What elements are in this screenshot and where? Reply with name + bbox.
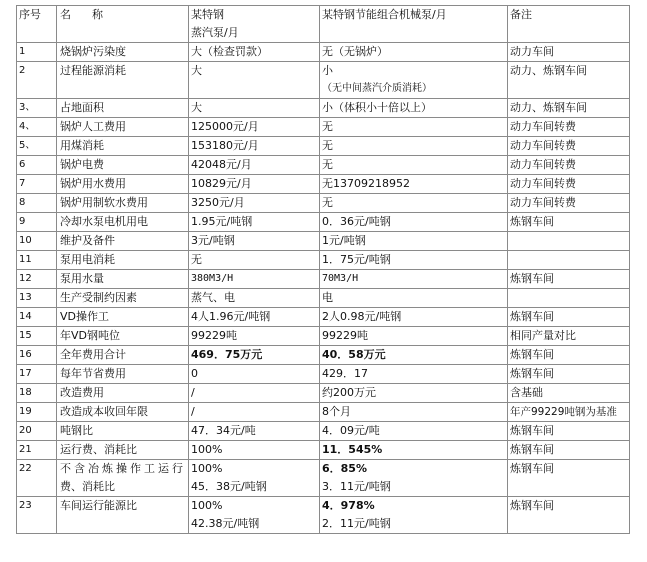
table-row [17,270,630,289]
row-old [189,460,320,497]
row-note: 动力车间转费 [508,175,630,194]
header-row [17,6,630,43]
row-old: 大 [189,99,320,118]
header-old-line2: 蒸汽泵/月 [191,26,239,39]
row-seq: 19 [17,403,57,422]
row-old: 大 [189,62,320,99]
header-seq: 序号 [17,6,57,43]
row-new: 电 [320,289,508,308]
table-row [17,441,630,460]
row-note: 相同产量对比 [508,327,630,346]
row-old: / [189,384,320,403]
row-new-line2: （无中间蒸汽介质消耗） [322,83,432,94]
table-row [17,118,630,137]
table-row [17,62,630,99]
row-name: 每年节省费用 [57,365,189,384]
row-note: 年产99229吨钢为基准 [508,403,630,422]
row-new: 无（无锅炉） [320,43,508,62]
table-row [17,251,630,270]
row-name: 锅炉用制软水费用 [57,194,189,213]
row-name [57,460,189,497]
row-name: 维护及备件 [57,232,189,251]
row-name: 锅炉电费 [57,156,189,175]
row-name: 吨钢比 [57,422,189,441]
table-row [17,327,630,346]
row-new: 小（体积小十倍以上） [320,99,508,118]
row-new: 11．545% [320,441,508,460]
row-seq: 20 [17,422,57,441]
table-row [17,289,630,308]
row-new: 8个月 [320,403,508,422]
header-name-text: 名 称 [60,8,103,21]
table-row [17,308,630,327]
row-name: 烧锅炉污染度 [57,43,189,62]
row-note: 炼钢车间 [508,346,630,365]
row-seq: 4、 [17,118,57,137]
row-old-line2: 42.38元/吨钢 [191,517,260,530]
header-old [189,6,320,43]
header-name [57,6,189,43]
row-new-line1: 小 [322,64,333,77]
table-row [17,460,630,497]
row-new [320,62,508,99]
table-row [17,403,630,422]
row-old: 469．75万元 [189,346,320,365]
row-seq: 8 [17,194,57,213]
row-note: 炼钢车间 [508,441,630,460]
header-old-line1: 某特钢 [191,8,224,21]
row-new [320,460,508,497]
row-new: 无13709218952 [320,175,508,194]
header-note: 备注 [508,6,630,43]
row-name: 改造费用 [57,384,189,403]
row-new: 约200万元 [320,384,508,403]
row-new: 无 [320,118,508,137]
table-row [17,422,630,441]
row-old: 153180元/月 [189,137,320,156]
row-name: 用煤消耗 [57,137,189,156]
row-new: 无 [320,137,508,156]
row-note: 动力车间 [508,43,630,62]
row-new: 429．17 [320,365,508,384]
row-note: 动力车间转费 [508,156,630,175]
row-old: 125000元/月 [189,118,320,137]
row-new-line1: 6．85% [322,462,367,475]
row-name: 锅炉人工费用 [57,118,189,137]
table-row [17,99,630,118]
row-old: 蒸气、电 [189,289,320,308]
row-new [320,497,508,534]
table-row [17,156,630,175]
row-old: 大（检查罚款） [189,43,320,62]
row-new: 无 [320,194,508,213]
row-note: 炼钢车间 [508,365,630,384]
row-new: 无 [320,156,508,175]
row-old: 3元/吨钢 [189,232,320,251]
table-row [17,497,630,534]
row-new: 99229吨 [320,327,508,346]
row-name: 全年费用合计 [57,346,189,365]
row-seq: 21 [17,441,57,460]
row-old: 3250元/月 [189,194,320,213]
comparison-table-wrapper [16,5,630,534]
row-note: 炼钢车间 [508,270,630,289]
row-note: 炼钢车间 [508,213,630,232]
row-note: 动力车间转费 [508,137,630,156]
row-seq: 18 [17,384,57,403]
row-seq: 2 [17,62,57,99]
row-note [508,232,630,251]
table-row [17,43,630,62]
row-name: 冷却水泵电机用电 [57,213,189,232]
row-name: 过程能源消耗 [57,62,189,99]
row-note: 炼钢车间 [508,497,630,534]
row-new: 4．09元/吨 [320,422,508,441]
row-name: 生产受制约因素 [57,289,189,308]
row-old: 无 [189,251,320,270]
row-seq: 5、 [17,137,57,156]
row-old-line2: 45．38元/吨钢 [191,480,267,493]
row-seq: 9 [17,213,57,232]
row-old: 1.95元/吨钢 [189,213,320,232]
row-seq: 22 [17,460,57,497]
row-name: 年VD钢吨位 [57,327,189,346]
row-old: 0 [189,365,320,384]
row-old: 380M3/H [189,270,320,289]
row-new: 40．58万元 [320,346,508,365]
row-old: 4人1.96元/吨钢 [189,308,320,327]
row-new: 2人0.98元/吨钢 [320,308,508,327]
row-seq: 11 [17,251,57,270]
table-row [17,137,630,156]
row-new: 1．75元/吨钢 [320,251,508,270]
table-row [17,384,630,403]
row-name: 运行费、消耗比 [57,441,189,460]
row-new: 1元/吨钢 [320,232,508,251]
row-seq: 12 [17,270,57,289]
row-name-line2: 费、消耗比 [60,480,115,493]
row-note: 炼钢车间 [508,422,630,441]
row-seq: 6 [17,156,57,175]
row-name: 改造成本收回年限 [57,403,189,422]
row-note: 含基础 [508,384,630,403]
table-row [17,232,630,251]
row-seq: 13 [17,289,57,308]
row-new-line2: 2．11元/吨钢 [322,517,391,530]
header-new: 某特钢节能组合机械泵/月 [320,6,508,43]
row-name: 锅炉用水费用 [57,175,189,194]
row-old: 47．34元/吨 [189,422,320,441]
row-old [189,497,320,534]
row-new-line2: 3．11元/吨钢 [322,480,391,493]
row-old-line1: 100% [191,462,223,475]
row-note: 动力车间转费 [508,194,630,213]
table-row [17,175,630,194]
table-row [17,194,630,213]
row-name: 车间运行能源比 [57,497,189,534]
row-note: 炼钢车间 [508,460,630,497]
table-row [17,213,630,232]
row-name: 占地面积 [57,99,189,118]
row-new: 0．36元/吨钢 [320,213,508,232]
row-note [508,289,630,308]
row-name: 泵用水量 [57,270,189,289]
row-seq: 7 [17,175,57,194]
row-seq: 15 [17,327,57,346]
row-seq: 10 [17,232,57,251]
row-seq: 17 [17,365,57,384]
row-seq: 23 [17,497,57,534]
row-seq: 1 [17,43,57,62]
row-note: 动力、炼钢车间 [508,62,630,99]
row-old-line1: 100% [191,499,223,512]
row-name: VD操作工 [57,308,189,327]
row-note: 炼钢车间 [508,308,630,327]
row-seq: 14 [17,308,57,327]
row-name-line1: 不含冶炼操作工运行 [60,462,186,475]
row-old: 10829元/月 [189,175,320,194]
comparison-table [16,5,630,534]
row-old: 99229吨 [189,327,320,346]
row-new: 70M3/H [320,270,508,289]
row-note: 动力车间转费 [508,118,630,137]
row-name: 泵用电消耗 [57,251,189,270]
row-old: 42048元/月 [189,156,320,175]
row-new-line1: 4．978% [322,499,375,512]
table-row [17,346,630,365]
table-row [17,365,630,384]
row-seq: 16 [17,346,57,365]
row-old: 100% [189,441,320,460]
row-note: 动力、炼钢车间 [508,99,630,118]
row-note [508,251,630,270]
row-old: / [189,403,320,422]
row-seq: 3、 [17,99,57,118]
